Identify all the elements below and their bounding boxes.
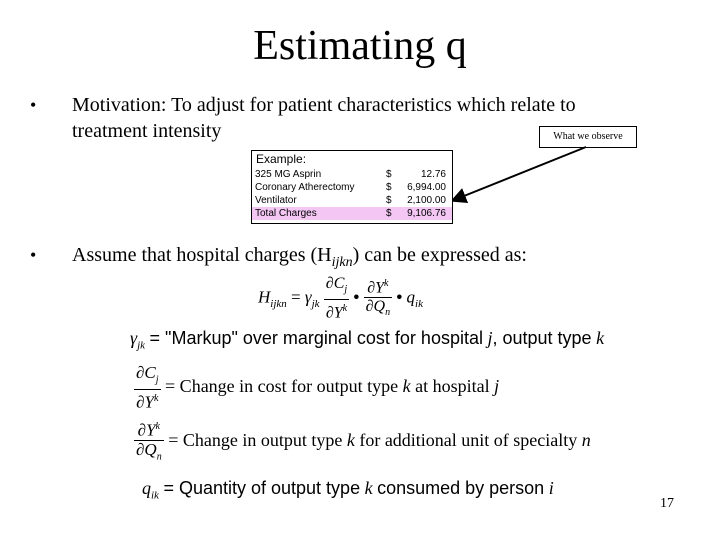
motivation-line-1: Motivation: To adjust for patient characteristics which relate to <box>72 94 576 116</box>
definition-quantity: $q_{ik}$ = Quantity of output type k consumed by person i <box>142 478 554 502</box>
definition-cost-change: $\frac{\partial C_j}{\partial Y^k}$ = Change in cost for output type k at hospital j <box>136 363 500 413</box>
motivation-line-2: treatment intensity <box>72 120 222 142</box>
bullet-dot: • <box>30 95 37 115</box>
definition-output-change: $\frac{\partial Y^k}{\partial Q_n}$ = Change in output type k for additional unit of specialty n <box>134 418 591 466</box>
table-row: 325 MG Asprin $ 12.76 <box>255 169 446 180</box>
table-row: Coronary Atherectomy $ 6,994.00 <box>255 182 446 193</box>
definition-markup: $\gamma_{jk}$ = "Markup" over marginal cost for hospital j, output type k <box>130 328 605 352</box>
table-row-total: Total Charges $ 9,106.76 <box>252 207 452 220</box>
example-header: Example: <box>256 152 307 166</box>
example-charges-table <box>251 150 453 224</box>
charges-equation: $H_{ijkn} = \gamma_{jk}$ $\frac{\partial C_j}{\partial Y^k}$ • $\frac{\partial Y^k}{\partial Q_n}$ • $q_{ik}$ <box>258 275 423 322</box>
slide-title: Estimating q <box>253 23 467 69</box>
bullet-dot: • <box>30 245 37 265</box>
table-row: Ventilator $ 2,100.00 <box>255 195 446 206</box>
page-number: 17 <box>660 496 674 511</box>
callout-box: What we observe <box>539 126 637 148</box>
callout-arrow <box>440 140 600 210</box>
